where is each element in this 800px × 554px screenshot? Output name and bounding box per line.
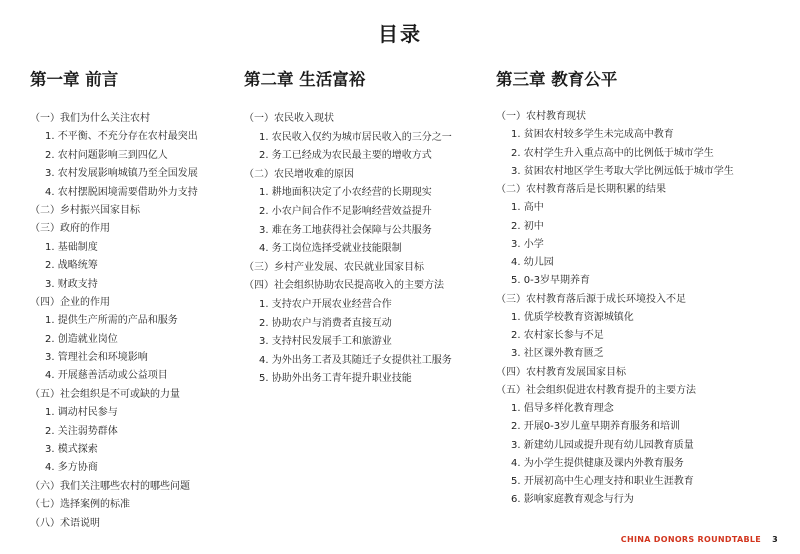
toc-list	[244, 110, 489, 389]
toc-subsection[interactable]: 1. 高中	[511, 202, 544, 214]
toc-subsection[interactable]: 3. 贫困农村地区学生考取大学比例远低于城市学生	[511, 165, 734, 177]
chapter-title: 第二章 生活富裕	[244, 70, 366, 89]
toc-section[interactable]: （二）农村教育落后是长期积累的结果	[496, 184, 666, 195]
toc-section[interactable]: （六）我们关注哪些农村的哪些问题	[30, 480, 190, 492]
toc-subsection[interactable]: 2. 农村家长参与不足	[511, 330, 604, 341]
toc-section[interactable]: （五）社会组织是不可或缺的力量	[30, 388, 180, 400]
chapter-title: 第一章 前言	[30, 70, 119, 89]
toc-subsection[interactable]: 2. 开展0-3岁儿童早期养育服务和培训	[511, 421, 681, 433]
toc-subsection[interactable]: 1. 不平衡、不充分存在农村最突出	[45, 131, 198, 143]
toc-subsection[interactable]: 1. 调动村民参与	[45, 407, 118, 419]
page-title: 目录	[378, 22, 422, 46]
toc-section[interactable]: （二）乡村振兴国家目标	[30, 204, 140, 216]
toc-subsection[interactable]: 1. 支持农户开展农业经营合作	[259, 298, 392, 310]
toc-subsection[interactable]: 2. 务工已经成为农民最主要的增收方式	[259, 150, 432, 162]
toc-subsection[interactable]: 3. 小学	[511, 238, 544, 250]
toc-subsection[interactable]: 6. 影响家庭教育观念与行为	[511, 494, 634, 506]
toc-subsection[interactable]: 3. 难在务工地获得社会保障与公共服务	[259, 224, 432, 236]
toc-subsection[interactable]: 3. 模式探索	[45, 444, 98, 456]
page-number: 3	[772, 535, 778, 544]
toc-subsection[interactable]: 1. 提供生产所需的产品和服务	[45, 315, 178, 327]
toc-list	[496, 108, 776, 510]
toc-subsection[interactable]: 4. 务工岗位选择受就业技能限制	[259, 243, 402, 255]
toc-subsection[interactable]: 2. 战略统筹	[45, 260, 98, 272]
toc-subsection[interactable]: 4. 为外出务工者及其随迁子女提供社工服务	[259, 354, 452, 366]
toc-section[interactable]: （二）农民增收难的原因	[244, 168, 354, 180]
toc-subsection[interactable]: 2. 协助农户与消费者直接互动	[259, 317, 392, 329]
toc-list	[30, 110, 230, 533]
toc-column-chapter-2	[244, 64, 489, 389]
toc-subsection[interactable]: 5. 0-3岁早期养育	[511, 275, 591, 287]
toc-subsection[interactable]: 1. 优质学校教育资源城镇化	[511, 311, 634, 323]
toc-subsection[interactable]: 1. 贫困农村较多学生未完成高中教育	[511, 129, 674, 141]
toc-subsection[interactable]: 1. 基础制度	[45, 241, 98, 253]
toc-subsection[interactable]: 1. 农民收入仅约为城市居民收入的三分之一	[259, 131, 452, 143]
toc-section[interactable]: （八）术语说明	[30, 517, 100, 529]
toc-section[interactable]: （七）选择案例的标准	[30, 499, 130, 511]
page-footer	[621, 535, 778, 544]
toc-section[interactable]: （四）农村教育发展国家目标	[496, 366, 626, 378]
footer-org: CHINA DONORS ROUNDTABLE	[620, 535, 762, 544]
toc-subsection[interactable]: 5. 开展初高中生心理支持和职业生涯教育	[511, 476, 694, 487]
toc-section[interactable]: （五）社会组织促进农村教育提升的主要方法	[496, 384, 696, 396]
toc-subsection[interactable]: 2. 创造就业岗位	[45, 333, 118, 345]
toc-subsection[interactable]: 3. 支持村民发展手工和旅游业	[259, 336, 392, 348]
toc-subsection[interactable]: 4. 农村摆脱困境需要借助外力支持	[45, 186, 198, 198]
toc-subsection[interactable]: 3. 新建幼儿园或提升现有幼儿园教育质量	[511, 439, 694, 451]
toc-section[interactable]: （四）企业的作用	[30, 296, 110, 308]
toc-section[interactable]: （三）政府的作用	[30, 223, 110, 235]
toc-subsection[interactable]: 3. 财政支持	[45, 278, 98, 290]
toc-subsection[interactable]: 3. 管理社会和环境影响	[45, 352, 148, 364]
toc-section[interactable]: （一）农民收入现状	[244, 113, 334, 124]
toc-section[interactable]: （一）农村教育现状	[496, 111, 586, 122]
toc-subsection[interactable]: 1. 耕地面积决定了小农经营的长期现实	[259, 187, 432, 199]
toc-column-chapter-3	[496, 64, 776, 510]
toc-subsection[interactable]: 3. 农村发展影响城镇乃至全国发展	[45, 168, 198, 180]
toc-subsection[interactable]: 2. 小农户间合作不足影响经营效益提升	[259, 205, 432, 217]
toc-section[interactable]: （四）社会组织协助农民提高收入的主要方法	[244, 280, 444, 292]
toc-section[interactable]: （三）乡村产业发展、农民就业国家目标	[244, 261, 424, 273]
toc-subsection[interactable]: 2. 农村学生升入重点高中的比例低于城市学生	[511, 147, 714, 159]
toc-section[interactable]: （一）我们为什么关注农村	[30, 113, 150, 124]
toc-subsection[interactable]: 4. 开展慈善活动或公益项目	[45, 370, 168, 382]
chapter-title: 第三章 教育公平	[496, 70, 618, 89]
toc-subsection[interactable]: 5. 协助外出务工青年提升职业技能	[259, 373, 412, 385]
toc-subsection[interactable]: 4. 多方协商	[45, 462, 98, 474]
toc-column-chapter-1	[30, 64, 230, 533]
toc-subsection[interactable]: 1. 倡导多样化教育理念	[511, 403, 614, 414]
toc-section[interactable]: （三）农村教育落后源于成长环境投入不足	[496, 293, 686, 305]
toc-subsection[interactable]: 4. 为小学生提供健康及课内外教育服务	[511, 457, 684, 469]
toc-subsection[interactable]: 2. 初中	[511, 220, 544, 232]
toc-subsection[interactable]: 4. 幼儿园	[511, 257, 554, 268]
toc-subsection[interactable]: 2. 农村问题影响三到四亿人	[45, 149, 168, 161]
toc-subsection[interactable]: 3. 社区课外教育匮乏	[511, 348, 604, 360]
toc-subsection[interactable]: 2. 关注弱势群体	[45, 425, 118, 437]
